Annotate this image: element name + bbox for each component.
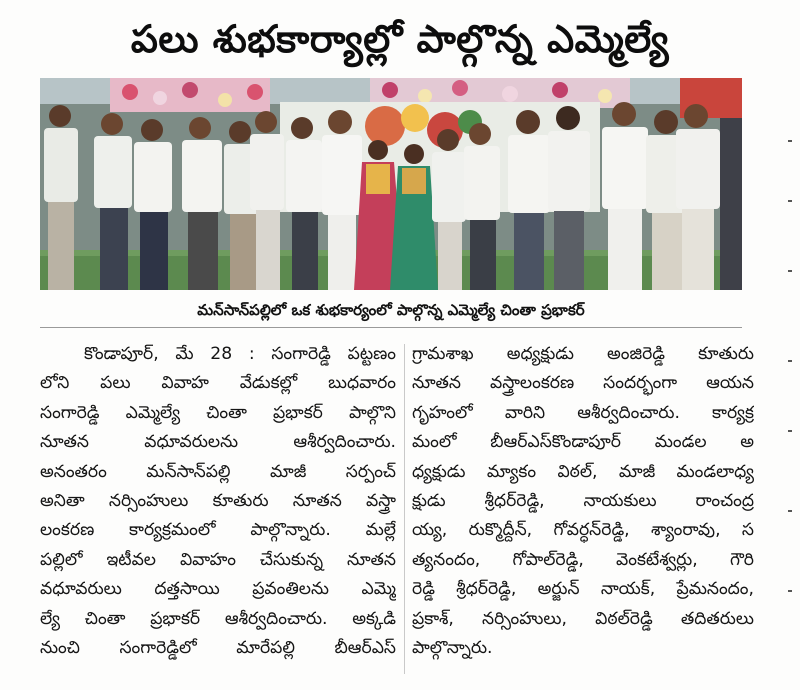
article-text-line: ప్రకాశ్, నర్సింహులు, విఠల్‌రెడ్డి తదితరులు (412, 608, 754, 629)
article-text-line: కొండాపూర్, మే 28 : సంగారెడ్డి పట్టణం (84, 344, 396, 364)
photo-caption: మన్‌సాన్‌పల్లిలో ఒక శుభకార్యంలో పాల్గొన్న ఎమ్మెల్యే చింతా ప్రభాకర్ (40, 293, 742, 328)
column-divider (404, 344, 405, 674)
article-text-line: నుంచి సంగారెడ్డిలో మారేపల్లి బీఆర్ఎస్ (40, 638, 396, 659)
article-text-line: ధ్యక్షుడు మ్యాకం విఠల్, మాజీ మండలాధ్య (412, 461, 754, 482)
article-text-line: మంలో బీఆర్ఎస్‌కొండాపూర్ మండల అ (412, 432, 754, 453)
article-text-line: పాల్గొన్నారు. (412, 638, 493, 659)
article-text-line: రెడ్డి శ్రీధర్‌రెడ్డి, అర్జున్ నాయక్, ప్రేమనందం, (412, 579, 754, 600)
article-text-line: నూతన వస్త్రాలంకరణ సందర్భంగా ఆయన (412, 373, 754, 394)
article-text-line: సంగారెడ్డి ఎమ్మెల్యే చింతా ప్రభాకర్ పాల్గొని (40, 402, 396, 423)
article-text-line: నూతన వధూవరులను ఆశీర్వదించారు. (40, 432, 396, 453)
article-text-line: గ్రామశాఖ అధ్యక్షుడు అంజిరెడ్డి కూతురు (412, 344, 754, 364)
article-text-line: త్యనందం, గోపాల్‌రెడ్డి, వెంకటేశ్వర్లు, గౌరి (412, 549, 754, 570)
article-text-line: క్షుడు శ్రీధర్‌రెడ్డి, నాయకులు రాంచంద్ర (412, 491, 754, 512)
news-photo (40, 78, 742, 290)
article-headline: పలు శుభకార్యాల్లో పాల్గొన్న ఎమ్మెల్యే (130, 17, 670, 61)
article-text-line: లంకరణ కార్యక్రమంలో పాల్గొన్నారు. మల్లే (40, 520, 396, 541)
article-text-line: య్య, రుక్మొద్దీన్, గోవర్ధన్‌రెడ్డి, శ్యాంరావు, స (412, 520, 754, 541)
group-photo-illustration (40, 78, 742, 290)
article-text-line: గృహంలో వారిని ఆశీర్వదించారు. కార్యక్ర (412, 402, 754, 423)
article-text-line: అనంతరం మన్‌సాన్‌పల్లి మాజీ సర్పంచ్ (40, 461, 396, 482)
article-text-line: లోని పలు వివాహ వేడుకల్లో బుధవారం (40, 373, 396, 394)
article-text-line: అనితా నర్సింహులు కూతురు నూతన వస్త్రా (40, 491, 396, 512)
article-text-line: వధూవరులు దత్తసాయి ప్రవంతిలను ఎమ్మె (40, 579, 396, 600)
article-column-right (412, 340, 754, 680)
article-text-line: పల్లిలో ఇటీవల వివాహం చేసుకున్న నూతన (40, 549, 396, 570)
article-column-left (40, 340, 396, 680)
article-text-line: ల్యే చింతా ప్రభాకర్ ఆశీర్వదించారు. అక్కడి (40, 608, 396, 629)
adjacent-column-edge (788, 130, 794, 670)
